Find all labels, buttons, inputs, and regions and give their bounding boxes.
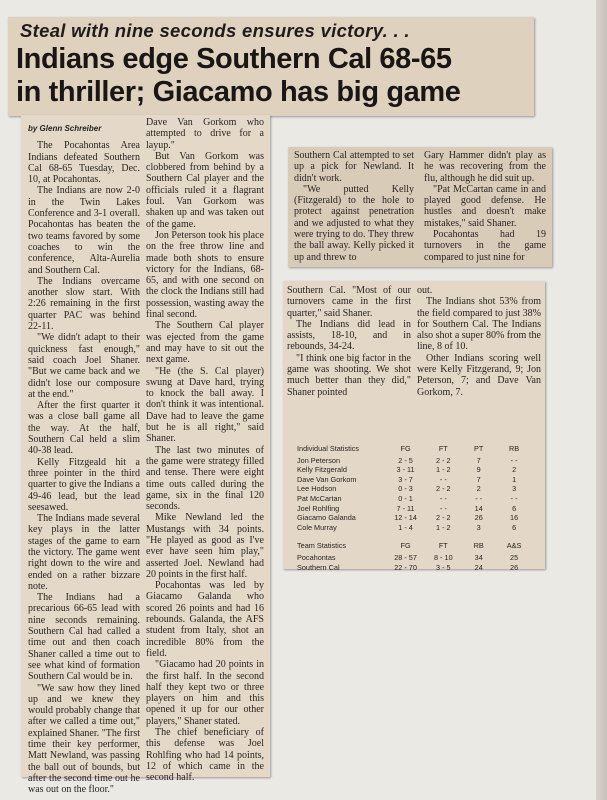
story-column-4 <box>424 150 546 263</box>
story-clipping-continued-2 <box>283 281 545 572</box>
paragraph: Jon Peterson took his place on the free throw line and made both shots to ensure victory for the Indians, 68-65, and with one second on the clock the Indians still had possession, wasting away the final second. <box>146 229 264 321</box>
paragraph: Pocahontas was led by Giacamo Galanda who scored 26 points and had 16 rebounds. Galanda, the AFS student from Italy, shot an incredible 80% from the field. <box>146 580 264 659</box>
paragraph: "We saw how they lined up and we knew they would probably change that after we called a time out," explained Shaner. "The first time their key performer, Matt Newland, was passing the ball out of bounds, but after the second time out he was out on the floor." <box>28 682 140 796</box>
kicker: Steal with nine seconds ensures victory. . . <box>20 20 410 41</box>
headline <box>16 43 460 109</box>
table-row: Cole Murray 1 - 4 1 - 2 3 6 <box>297 522 517 532</box>
table-row: Jon Peterson 2 - 5 2 - 2 7 - - <box>297 455 518 465</box>
paragraph: Other Indians scoring well were Kelly Fitzgerand, 9; Jon Peterson, 7; and Dave Van Gorkom, 7. <box>417 352 541 398</box>
paragraph: Southern Cal attempted to set up a pick for Newland. It didn't work. <box>294 150 414 184</box>
paragraph: The Indians overcame another slow start. With 2:26 remaining in the first quarter PAC was behind 22-11. <box>28 275 140 333</box>
paragraph: out. <box>417 285 433 296</box>
paragraph: "We putted Kelly (Fitzgerald) to the hole to protect against penetration and we adjusted to what they were trying to do. They threw the ball away. Kelly picked it up and threw to <box>294 183 414 263</box>
table-row: Pat McCartan 0 - 1 - - - - - - <box>297 493 518 503</box>
story-column-5 <box>287 285 411 398</box>
paragraph: Pocahontas had 19 turnovers in the game compared to just nine for <box>424 229 546 263</box>
paragraph: After the first quarter it was a close ball game all the way. At the half, Southern Cal held a slim 40-38 lead. <box>28 400 140 457</box>
team-stats-header: Team Statistics FG FT RB A&S <box>297 541 522 551</box>
paragraph: Southern Cal. "Most of our turnovers came in the first quarter," said Shaner. <box>287 285 411 319</box>
table-row: Southern Cal 22 - 70 3 - 5 24 26 <box>297 562 519 572</box>
paragraph: Gary Hammer didn't play as he was recovering from the flu, although he did suit up. <box>424 150 546 184</box>
story-column-1 <box>28 123 140 796</box>
paragraph: Dave Van Gorkom who attempted to drive for a layup." <box>146 117 264 151</box>
paragraph: The Indians did lead in assists, 18-10, and in rebounds, 34-24. <box>287 318 411 353</box>
paragraph: The last two minutes of the game were strategy filled and tense. There were eight time outs called during the game, six in the final 120 seconds. <box>146 444 264 513</box>
paragraph: "We didn't adapt to their quickness fast enough," said coach Joel Shaner. "But we came back and we didn't lose our composure at the end." <box>28 332 140 400</box>
paragraph: "He (the S. Cal player) swung at Dave hard, trying to knock the ball away. I don't think it was intentional. Dave had to leave the game but he is all right," said Shaner. <box>146 365 264 445</box>
paragraph: The Indians had a precarious 66-65 lead with nine seconds remaining. Southern Cal had called a time out and then coach Shaner called a time out to see what kind of formation Southern Cal would be in. <box>28 592 140 683</box>
table-row: Joel Rohlfing 7 - 11 - - 14 6 <box>297 503 517 513</box>
headline-line-2: in thriller; Giacamo has big game <box>16 76 461 108</box>
paragraph: The Southern Cal player was ejected from the game and may have to sit out the next game. <box>146 320 264 366</box>
individual-stats-header: Individual Statistics FG FT PT RB <box>297 444 520 453</box>
story-column-6 <box>417 285 541 398</box>
paragraph: The Indians made several key plays in the latter stages of the game to earn the victory. The game went right down to the wire and ended on a rather bizzare note. <box>28 513 140 592</box>
table-row: Pocahontas 28 - 57 8 - 10 34 25 <box>297 552 519 562</box>
paragraph: "Pat McCartan came in and played good defense. He hustles and doesn't make mistakes," said Shaner. <box>424 183 546 229</box>
paragraph: Mike Newland led the Mustangs with 34 points. "He played as good as I've ever have seen him play," asserted Joel. Newland had 20 points in the first half. <box>146 512 264 580</box>
paragraph: The Indians are now 2-0 in the Twin Lakes Conference and 3-1 overall. Pocahontas has beaten the two teams favored by some coaches to win the conference, Alta-Aurelia and Southern Cal. <box>28 185 140 276</box>
table-row: Lee Hodson 0 - 3 2 - 2 2 3 <box>297 484 517 494</box>
paragraph: "I think one big factor in the game was shooting. We shot much better than they did," Shaner pointed <box>287 352 411 398</box>
paragraph: "Giacamo had 20 points in the first half. In the second half they kept two or three players on him and this opened it up for our other players," Shaner stated. <box>146 659 264 727</box>
paragraph: But Van Gorkom was clobbered from behind by a Southern Cal player and the officials ruled it a flagrant foul. Van Gorkom was shaken up and was taken out of the game. <box>146 150 264 230</box>
headline-line-1: Indians edge Southern Cal 68-65 <box>16 43 452 75</box>
story-clipping-continued-1 <box>288 147 552 267</box>
box-score <box>297 444 533 572</box>
table-row: Giacamo Galanda 12 - 14 2 - 2 26 16 <box>297 513 519 523</box>
story-clipping-main <box>21 115 270 796</box>
paragraph: The chief beneficiary of this defense was Joel Rohlfing who had 14 points, 12 of which came in the second half. <box>146 727 264 784</box>
byline: by Glenn Schreiber <box>28 124 102 133</box>
table-row: Kelly Fitzgerald 3 - 11 1 - 2 9 2 <box>297 465 517 475</box>
paragraph: The Indians shot 53% from the field compared to just 38% for Southern Cal. The Indians also shot a super 80% from the line, 8 of 10. <box>417 296 541 353</box>
story-column-3 <box>294 150 414 263</box>
headline-clipping <box>8 17 534 116</box>
paragraph: Kelly Fitzgeald hit a three pointer in the third quarter to give the Indians a 49-46 lead, but the lead seesawed. <box>28 456 140 513</box>
story-column-2 <box>146 117 264 784</box>
table-row: Dave Van Gorkom 3 - 7 - - 7 1 <box>297 474 517 484</box>
paragraph: The Pocahontas Area Indians defeated Southern Cal 68-65 Tuesday, Dec. 10, at Pocahontas. <box>28 140 140 186</box>
page-binding-edge <box>596 0 607 800</box>
stats-table <box>297 444 533 572</box>
